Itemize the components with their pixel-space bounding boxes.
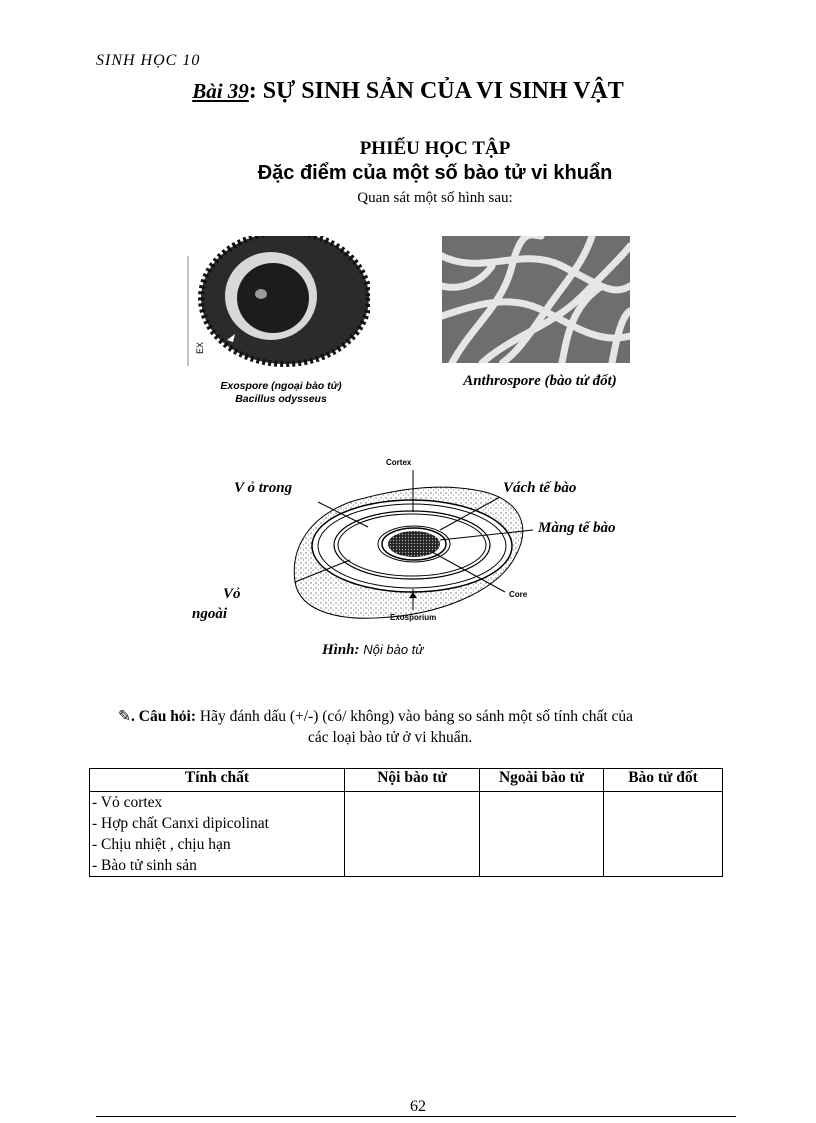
figure-caption-label: Hình: bbox=[322, 642, 360, 658]
question-text-line1: Hãy đánh dấu (+/-) (có/ không) vào bảng so sánh một số tính chất của bbox=[196, 708, 634, 725]
arthrospore-answer-cell[interactable] bbox=[604, 792, 723, 877]
label-exosporium: Exosporium bbox=[390, 613, 437, 622]
label-core: Core bbox=[509, 590, 528, 599]
property-item: - Hợp chất Canxi dipicolinat bbox=[92, 815, 269, 832]
question-block bbox=[118, 706, 768, 748]
lesson-number: Bài 39 bbox=[192, 79, 249, 103]
exospore-caption bbox=[186, 380, 376, 406]
property-item: - Bào tử sinh sản bbox=[92, 857, 197, 874]
figure-caption-text: Nội bào tử bbox=[363, 642, 424, 657]
endospore-answer-cell[interactable] bbox=[345, 792, 480, 877]
table-header-arthrospore: Bào tử đốt bbox=[604, 769, 723, 792]
page-number: 62 bbox=[410, 1098, 426, 1115]
exospore-caption-line1: Exospore (ngoại bào tử) bbox=[220, 380, 342, 392]
table-row bbox=[90, 792, 723, 877]
endospore-diagram bbox=[192, 452, 660, 632]
worksheet-subtitle: Đặc điểm của một số bào tử vi khuẩn bbox=[257, 162, 613, 184]
exospore-photo bbox=[187, 236, 370, 372]
lesson-title bbox=[0, 78, 816, 105]
footer-divider bbox=[96, 1116, 736, 1117]
property-cell bbox=[90, 792, 345, 877]
exospore-caption-line2: Bacillus odysseus bbox=[235, 393, 327, 405]
table-header-property: Tính chất bbox=[90, 769, 345, 792]
label-cell-wall: Vách tế bào bbox=[503, 480, 577, 496]
label-cell-membrane: Màng tế bào bbox=[538, 520, 616, 536]
label-outer-coat-line1: Vỏ bbox=[223, 586, 241, 602]
figure-caption bbox=[322, 642, 424, 659]
table-header-endospore: Nội bào tử bbox=[345, 769, 480, 792]
pencil-icon: ✎ bbox=[118, 708, 131, 725]
table-header-exospore: Ngoài bào tử bbox=[480, 769, 604, 792]
question-text-line2: các loại bào tử ở vi khuẩn. bbox=[308, 729, 473, 746]
exospore-scale-label: EX bbox=[195, 341, 205, 354]
comparison-table bbox=[89, 768, 723, 877]
question-label: . Câu hỏi: bbox=[131, 708, 197, 725]
label-outer-coat-line2: ngoài bbox=[192, 606, 228, 622]
lesson-title-text: : SỰ SINH SẢN CỦA VI SINH VẬT bbox=[248, 78, 624, 104]
worksheet-title: PHIẾU HỌC TẬP bbox=[359, 138, 511, 159]
property-item: - Chịu nhiệt , chịu hạn bbox=[92, 836, 231, 853]
arthrospore-photo bbox=[442, 236, 630, 363]
label-cortex: Cortex bbox=[386, 458, 412, 467]
header-subject: SINH HỌC 10 bbox=[96, 52, 201, 69]
table-header-row bbox=[90, 769, 723, 792]
property-item: - Vỏ cortex bbox=[92, 794, 163, 811]
arthrospore-caption: Anthrospore (bào tử đốt) bbox=[463, 373, 617, 389]
label-inner-coat: V ỏ trong bbox=[234, 480, 293, 496]
exospore-answer-cell[interactable] bbox=[480, 792, 604, 877]
worksheet-instruction: Quan sát một số hình sau: bbox=[357, 190, 513, 206]
